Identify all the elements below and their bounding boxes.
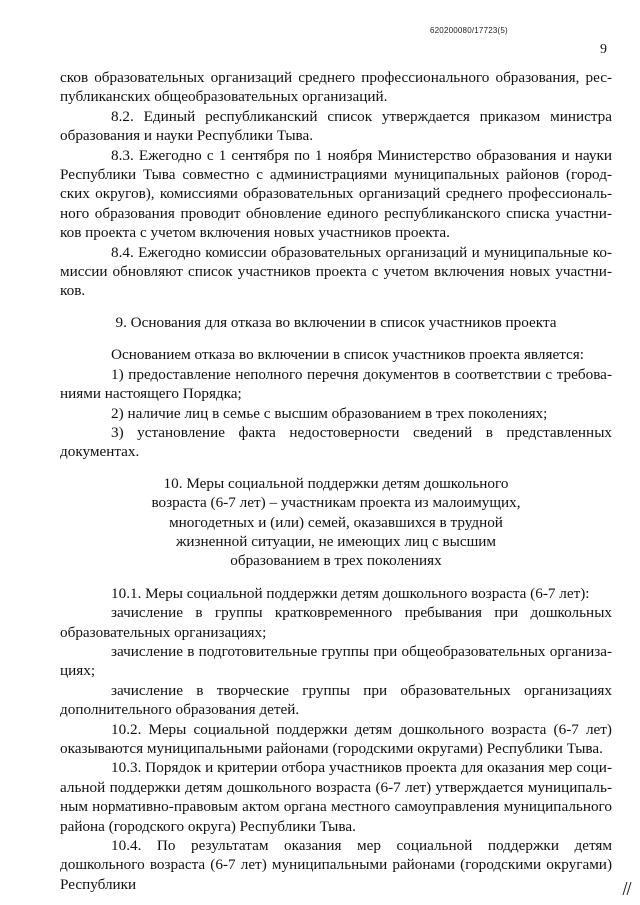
- paragraph-10-2: 10.2. Меры социальной поддержки детям дошкольного возраста (6-7 лет) оказываются муниципальными районами (городскими округами) Республики Тыва.: [60, 720, 612, 757]
- document-id: 620200080/17723(5): [430, 26, 508, 35]
- paragraph-continuation: сков образовательных организаций среднего профессионального образования, республиканских общеобразовательных организаций.: [60, 69, 612, 106]
- paragraph-8-2: 8.2. Единый республиканский список утверждается приказом министра образования и науки Республики Тыва.: [60, 107, 612, 145]
- paragraph-8-3: 8.3. Ежегодно с 1 сентября по 1 ноября Министерство образования и науки Республики Тыва совместно с администрациями муниципальных районов (городских округов), комиссиями образовательных организаций среднего профессионального образования проводит обновление единого республиканского списка участников проекта с учетом включения новых участников проекта.: [60, 146, 612, 242]
- list-item-9-2: 2) наличие лиц в семье с высшим образованием в трех поколениях;: [111, 404, 548, 422]
- initials-mark: [621, 880, 633, 896]
- section-heading-9: 9. Основания для отказа во включении в список участников проекта: [115, 313, 557, 331]
- list-item-9-3: 3) установление факта недостоверности сведений в представленных документах.: [60, 423, 612, 461]
- page-body: [60, 68, 612, 894]
- section-heading-10: 10. Меры социальной поддержки детям дошкольного возраста (6-7 лет) – участникам проекта из малоимущих, многодетных и (или) семей, оказавшихся в трудной жизненной ситуации, не имеющих лиц с высшим образованием в трех поколениях: [151, 474, 521, 570]
- paragraph-9-intro: Основанием отказа во включении в список участников проекта является:: [111, 346, 584, 364]
- list-item-10-1-b: зачисление в подготовительные группы при общеобразовательных организациях;: [60, 642, 612, 680]
- paragraph-10-1: 10.1. Меры социальной поддержки детям дошкольного возраста (6-7 лет):: [111, 584, 590, 602]
- list-item-10-1-c: зачисление в творческие группы при образовательных организациях дополнительного образования детей.: [60, 681, 612, 719]
- list-item-9-1: 1) предоставление неполного перечня документов в соответствии с требованиями настоящего Порядка;: [60, 365, 612, 403]
- list-item-10-1-a: зачисление в группы кратковременного пребывания при дошкольных образовательных организациях;: [60, 604, 612, 641]
- paragraph-8-4: 8.4. Ежегодно комиссии образовательных организаций и муниципальные комиссии обновляют список участников проекта с учетом включения новых участников.: [60, 243, 612, 300]
- paragraph-10-3: 10.3. Порядок и критерии отбора участников проекта для оказания мер социальной поддержки детям дошкольного возраста (6-7 лет) утверждается муниципальным нормативно-правовым актом органа местного самоуправления муниципального района (городского округа) Республики Тыва.: [60, 759, 612, 835]
- paragraph-10-4: 10.4. По результатам оказания мер социальной поддержки детям дошкольного возраста (6-7 лет) муниципальными районами (городскими округами) Республики: [60, 837, 612, 893]
- page-number: 9: [600, 42, 607, 57]
